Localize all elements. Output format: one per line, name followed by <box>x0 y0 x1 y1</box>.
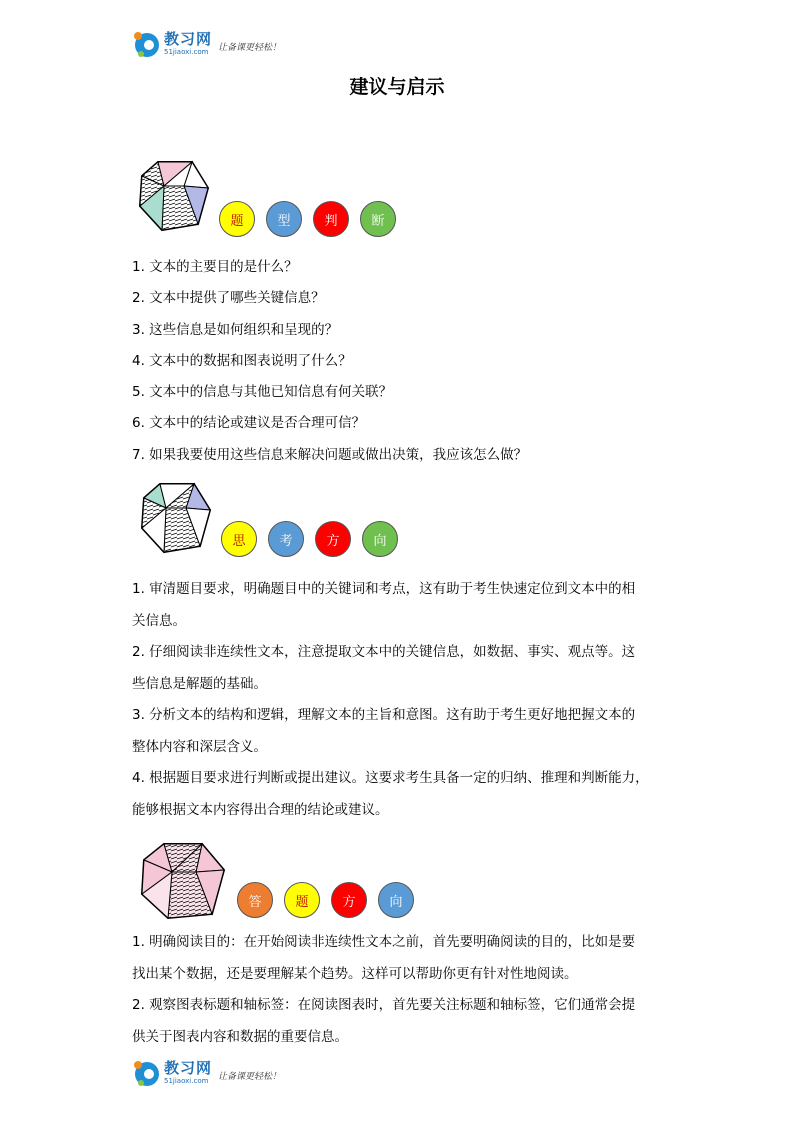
section-1-badges <box>219 201 396 237</box>
list-item: 7. 如果我要使用这些信息来解决问题或做出决策，我应该怎么做？ <box>132 446 528 463</box>
badge-1-3: 判 <box>313 201 349 237</box>
badge-3-2: 题 <box>284 882 320 918</box>
icosahedron-icon <box>136 158 212 234</box>
badge-1-2: 型 <box>266 201 302 237</box>
list-item: 1. 明确阅读目的：在开始阅读非连续性文本之前，首先要明确阅读的目的，比如是要 <box>132 934 636 950</box>
list-item: 能够根据文本内容得出合理的结论或建议。 <box>132 801 389 818</box>
badge-2-2: 考 <box>268 521 304 557</box>
list-item: 关信息。 <box>132 612 186 629</box>
section-3-badges <box>237 882 414 918</box>
badge-1-4: 断 <box>360 201 396 237</box>
list-item: 找出某个数据，还是要理解某个趋势。这样可以帮助你更有针对性地阅读。 <box>132 965 578 982</box>
logo-mark-icon <box>132 30 160 58</box>
badge-3-3: 方 <box>331 882 367 918</box>
badge-2-4: 向 <box>362 521 398 557</box>
list-item: 5. 文本中的信息与其他已知信息有何关联？ <box>132 384 393 401</box>
logo-brand-url: 51jiaoxi.com <box>164 48 209 56</box>
page-title: 建议与启示 <box>349 76 445 98</box>
section-3-list <box>132 927 672 1053</box>
section-1-list <box>132 252 672 471</box>
badge-3-1: 答 <box>237 882 273 918</box>
list-item: 4. 根据题目要求进行判断或提出建议。这要求考生具备一定的归纳、推理和判断能力， <box>132 770 649 786</box>
icosahedron-icon <box>138 840 228 922</box>
logo-mark-icon <box>132 1059 160 1087</box>
list-item: 4. 文本中的数据和图表说明了什么？ <box>132 352 352 369</box>
logo-brand-name: 教习网 <box>164 30 213 48</box>
list-item: 2. 观察图表标题和轴标签：在阅读图表时，首先要关注标题和轴标签，它们通常会提 <box>132 997 636 1013</box>
logo-slogan: 让备课更轻松！ <box>218 1071 282 1082</box>
list-item: 些信息是解题的基础。 <box>132 675 267 692</box>
icosahedron-icon <box>138 480 214 556</box>
list-item: 整体内容和深层含义。 <box>132 738 267 755</box>
logo-brand-name: 教习网 <box>164 1059 213 1077</box>
list-item: 供关于图表内容和数据的重要信息。 <box>132 1028 348 1045</box>
list-item: 3. 分析文本的结构和逻辑，理解文本的主旨和意图。这有助于考生更好地把握文本的 <box>132 707 636 723</box>
badge-1-1: 题 <box>219 201 255 237</box>
header-logo <box>132 30 281 58</box>
list-item: 2. 文本中提供了哪些关键信息？ <box>132 290 325 307</box>
section-2-list <box>132 574 672 826</box>
footer-logo <box>132 1059 281 1087</box>
list-item: 2. 仔细阅读非连续性文本，注意提取文本中的关键信息，如数据、事实、观点等。这 <box>132 644 636 660</box>
list-item: 3. 这些信息是如何组织和呈现的？ <box>132 321 339 338</box>
list-item: 6. 文本中的结论或建议是否合理可信？ <box>132 415 366 432</box>
list-item: 1. 文本的主要目的是什么？ <box>132 259 298 275</box>
badge-2-1: 思 <box>221 521 257 557</box>
section-2-badges <box>221 521 398 557</box>
logo-slogan: 让备课更轻松！ <box>218 42 282 53</box>
list-item: 1. 审清题目要求，明确题目中的关键词和考点，这有助于考生快速定位到文本中的相 <box>132 581 636 597</box>
badge-3-4: 向 <box>378 882 414 918</box>
badge-2-3: 方 <box>315 521 351 557</box>
logo-brand-url: 51jiaoxi.com <box>164 1077 209 1085</box>
